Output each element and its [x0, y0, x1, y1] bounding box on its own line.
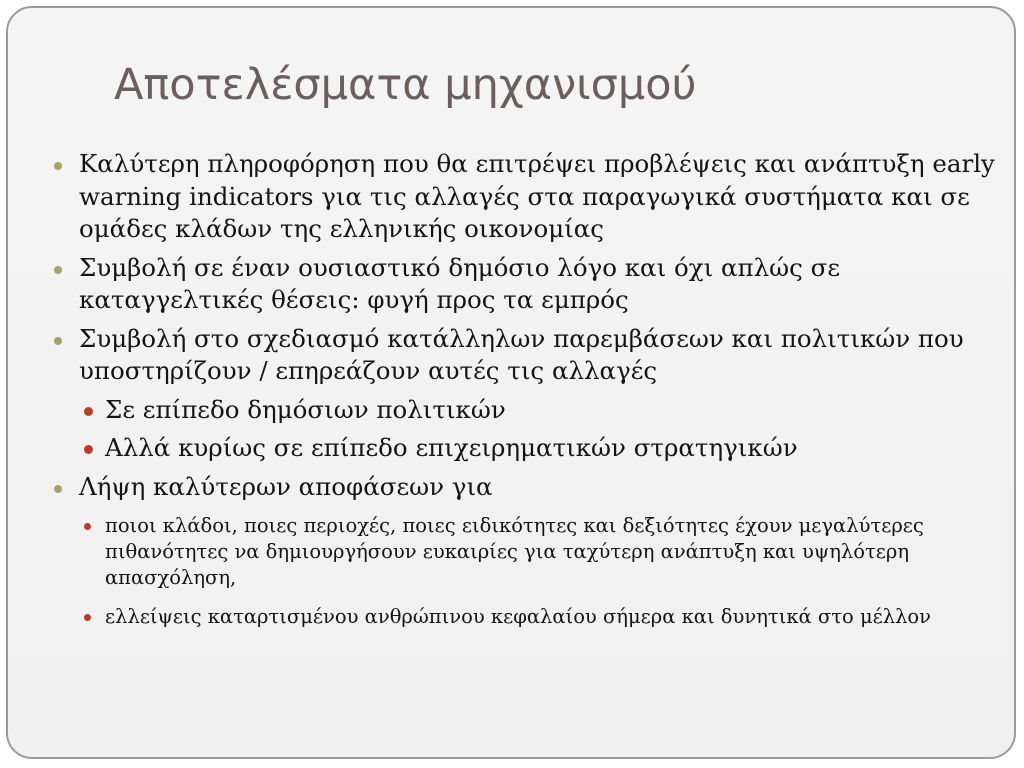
bullet-text: Λήψη καλύτερων αποφάσεων για: [79, 471, 493, 501]
sub-bullet-item: [79, 513, 1000, 591]
sub-bullet-text: Αλλά κυρίως σε επίπεδο επιχειρηματικών στρατηγικών: [105, 433, 798, 462]
slide-title: Αποτελέσματα μηχανισμού: [114, 60, 697, 110]
sub-bullet-dot-icon: [84, 614, 91, 621]
bullet-list: [50, 148, 1000, 630]
bullet-text: Καλύτερη πληροφόρηση που θα επιτρέψει προβλέψεις και ανάπτυξη early warning indicators για τις αλλαγές στα παραγωγικά συστήματα και σε ομάδες κλάδων της ελληνικής οικονομίας: [79, 149, 995, 243]
bullet-dot-icon: [54, 337, 62, 345]
bullet-item: [50, 471, 1000, 631]
slide-body: [50, 148, 1000, 643]
bullet-item: [50, 323, 1000, 465]
bullet-item: [50, 252, 1000, 317]
bullet-text: Συμβολή σε έναν ουσιαστικό δημόσιο λόγο και όχι απλώς σε καταγγελτικές θέσεις: φυγή προς τα εμπρός: [79, 252, 841, 314]
sub-bullet-text: Σε επίπεδο δημόσιων πολιτικών: [105, 394, 506, 424]
sub-bullet-dot-icon: [84, 407, 93, 416]
sub-bullet-dot-icon: [84, 445, 93, 454]
sub-bullet-list: [79, 394, 1000, 465]
sub-bullet-text: ποιοι κλάδοι, ποιες περιοχές, ποιες ειδικότητες και δεξιότητες έχουν μεγαλύτερες πιθανότητες να δημιουργήσουν ευκαιρίες για ταχύτερη ανάπτυξη και υψηλότερη απασχόληση,: [105, 514, 924, 589]
bullet-item: [50, 148, 1000, 246]
bullet-text: Συμβολή στο σχεδιασμό κατάλληλων παρεμβάσεων και πολιτικών που υποστηρίζουν / επηρεάζουν αυτές τις αλλαγές: [79, 323, 964, 385]
sub-bullet-item: [79, 432, 1000, 465]
bullet-dot-icon: [54, 266, 62, 274]
bullet-dot-icon: [54, 162, 62, 170]
sub-bullet-item: [79, 604, 1000, 630]
sub-bullet-text: ελλείψεις καταρτισμένου ανθρώπινου κεφαλαίου σήμερα και δυνητικά στο μέλλον: [105, 605, 932, 628]
slide: [6, 6, 1016, 759]
sub-bullet-item: [79, 394, 1000, 427]
sub-bullet-dot-icon: [84, 523, 91, 530]
bullet-dot-icon: [54, 485, 62, 493]
sub-bullet-list: [79, 513, 1000, 630]
